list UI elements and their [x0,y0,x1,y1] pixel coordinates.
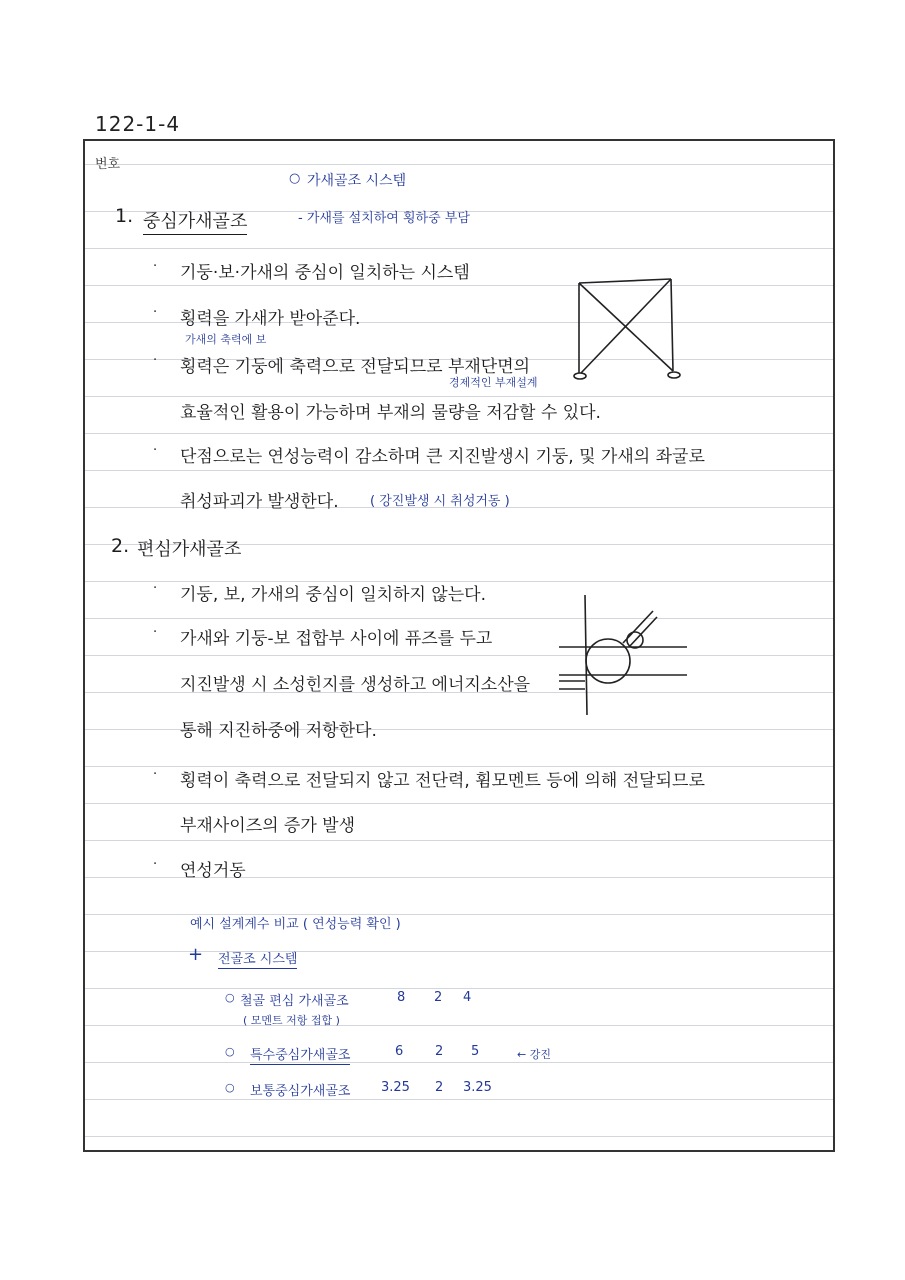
s1-bullet3-line2: 효율적인 활용이 가능하며 부재의 물량을 저감할 수 있다. [180,403,601,423]
s1-bullet3-annotation: 가새의 축력에 보 [185,333,267,346]
notes-plus-mark: + [188,944,204,965]
top-note-text: 가새골조 시스템 [307,173,407,189]
s2-bullet2-line2: 지진발생 시 소성힌지를 생성하고 에너지소산을 [180,675,531,695]
section1-number: 1. [115,205,134,227]
s2-bullet1-mark: · [153,581,158,596]
s2-bullet2-line1: 가새와 기둥-보 접합부 사이에 퓨즈를 두고 [180,629,493,649]
s2-bullet4-text: 연성거동 [180,861,246,881]
eccentric-brace-sketch [551,591,701,721]
notes-row2-v3: 5 [471,1044,480,1059]
notes-row3-v2: 2 [435,1080,444,1095]
notes-line1: 예시 설계계수 비교 ( 연성능력 확인 ) [190,917,401,932]
s1-bullet3-line1: 횡력은 기둥에 축력으로 전달되므로 부재단면의 [180,357,531,377]
notes-row1-mark: ○ [225,991,235,1004]
notes-row3-v3: 3.25 [463,1080,492,1095]
s1-bullet4-line1: 단점으로는 연성능력이 감소하며 큰 지진발생시 기둥, 및 가새의 좌굴로 [180,447,705,467]
s1-bullet2-text: 횡력을 가새가 받아준다. [180,309,361,329]
s1-bullet4-note: ( 강진발생 시 취성거동 ) [370,494,510,509]
document-code: 122-1-4 [95,112,181,136]
s2-bullet3-mark: · [153,767,158,782]
number-label: 번호 [95,157,121,172]
notes-row2-mark: ○ [225,1045,235,1058]
notes-row1-sub: ( 모멘트 저항 접합 ) [243,1014,340,1027]
s1-bullet2-mark: · [153,305,158,320]
concentric-brace-sketch [571,273,681,388]
section1-title: 중심가새골조 [143,207,247,235]
notes-row1-name: 철골 편심 가새골조 [240,994,349,1009]
s2-bullet2-mark: · [153,625,158,640]
s2-bullet1-text: 기둥, 보, 가새의 중심이 일치하지 않는다. [180,585,486,605]
notes-row2-name: 특수중심가새골조 [250,1044,350,1065]
notes-row2-v1: 6 [395,1044,404,1059]
s2-bullet4-mark: · [153,857,158,872]
section2-number: 2. [111,535,130,557]
s2-bullet3-line1: 횡력이 축력으로 전달되지 않고 전단력, 휨모멘트 등에 의해 전달되므로 [180,771,705,791]
notes-row1-v2: 2 [434,990,443,1005]
notes-row2-v2: 2 [435,1044,444,1059]
s1-bullet1-text: 기둥·보·가새의 중심이 일치하는 시스템 [180,263,470,283]
notes-row3-name: 보통중심가새골조 [250,1084,351,1099]
s2-bullet3-line2: 부재사이즈의 증가 발생 [180,816,356,836]
notes-row3-v1: 3.25 [381,1080,410,1095]
notes-line2: 전골조 시스템 [218,948,297,969]
top-note-bullet: ○ [289,171,301,186]
notes-row1-v1: 8 [397,990,406,1005]
section1-side-note: - 가새를 설치하여 횡하중 부담 [298,211,470,226]
s1-bullet4-mark: · [153,443,158,458]
notes-row3-mark: ○ [225,1081,235,1094]
s1-bullet3-mark: · [153,353,158,368]
notes-row1-v3: 4 [463,990,472,1005]
s1-bullet4-line2: 취성파괴가 발생한다. [180,492,339,512]
s2-bullet2-line3: 통해 지진하중에 저항한다. [180,721,377,741]
notes-row2-note: ← 강진 [517,1048,551,1061]
section2-title: 편심가새골조 [137,539,242,560]
s1-bullet3-side-annotation: 경제적인 부재설계 [449,376,538,389]
note-sheet [83,139,835,1152]
s1-bullet1-mark: · [153,259,158,274]
